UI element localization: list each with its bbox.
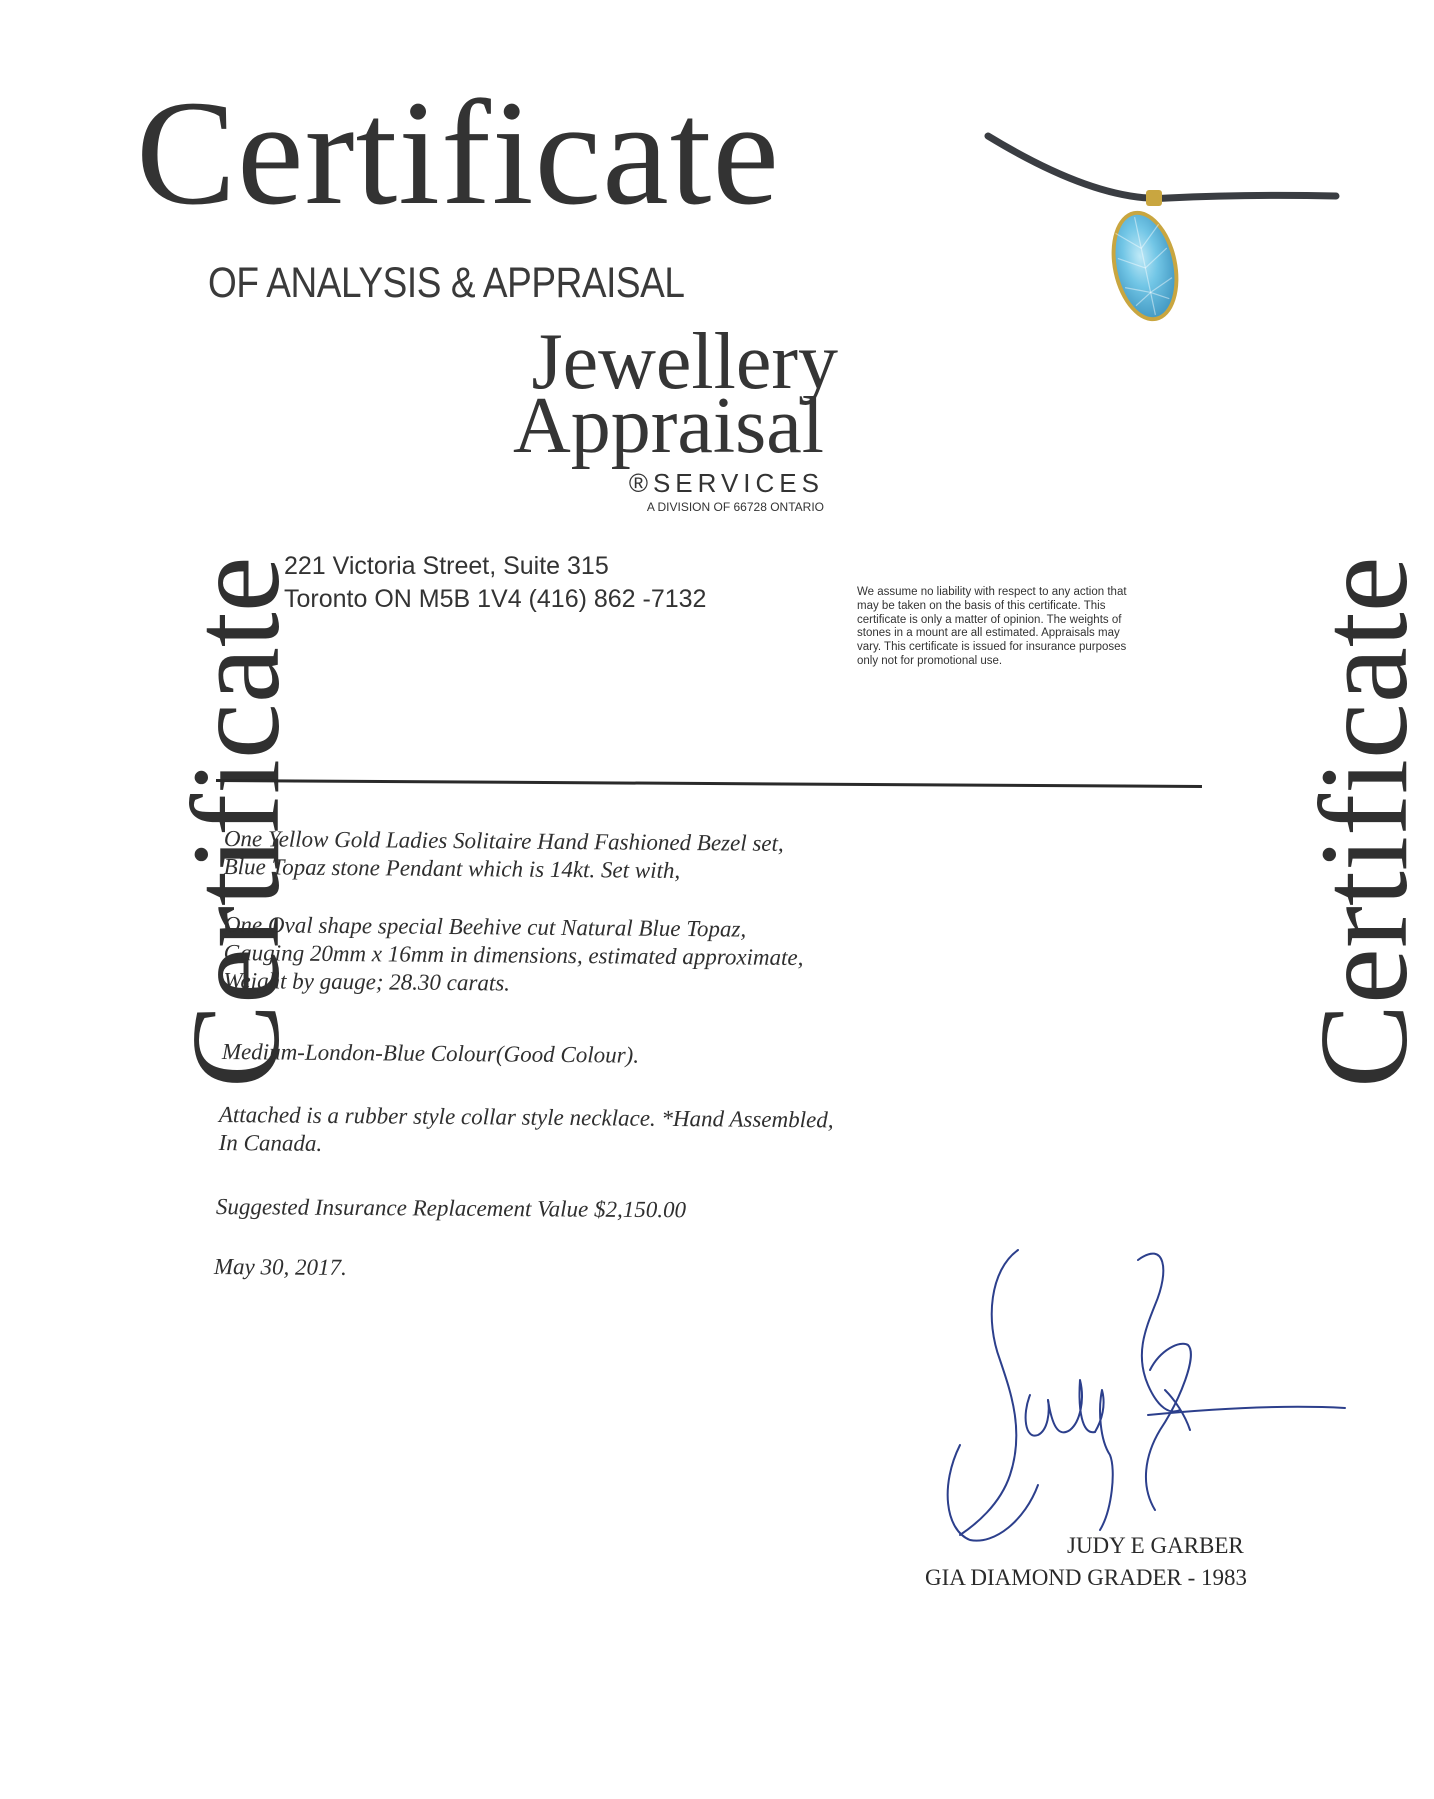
signer-title: GIA DIAMOND GRADER - 1983 xyxy=(925,1565,1247,1590)
logo-line-services: ®SERVICES xyxy=(628,468,824,498)
description-line: Weight by gauge; 28.30 carats. xyxy=(223,967,511,996)
logo-line-jewellery: Jewellery xyxy=(531,318,838,406)
description-line: Blue Topaz stone Pendant which is 14kt. Set with, xyxy=(223,853,681,883)
description-line: Gauging 20mm x 16mm in dimensions, estimated approximate, xyxy=(223,939,804,971)
certificate-title: Certificate xyxy=(136,70,780,236)
stone-colour: Medium-London-Blue Colour(Good Colour). xyxy=(221,1039,640,1068)
signer-name: JUDY E GARBER xyxy=(1067,1533,1244,1558)
necklace-note xyxy=(219,1101,834,1162)
certificate-side-right: Certificate xyxy=(1295,556,1434,1088)
certificate-subtitle: OF ANALYSIS & APPRAISAL xyxy=(208,259,685,307)
description-line: Attached is a rubber style collar style necklace. *Hand Assembled, xyxy=(218,1102,834,1133)
description-line: In Canada. xyxy=(218,1129,323,1156)
divider-rule xyxy=(216,779,1202,788)
certificate-side-left: Certificate xyxy=(167,556,306,1088)
liability-disclaimer: We assume no liability with respect to any action that may be taken on the basis of this certificate. This certificate is only a matter of opinion. The weights of stones in a mount are all estimated. Appraisals may vary. This certificate is issued for insurance purposes only not for promotional use. xyxy=(857,586,1127,667)
blue-topaz-pendant-image xyxy=(978,118,1338,368)
description-line: One Yellow Gold Ladies Solitaire Hand Fashioned Bezel set, xyxy=(223,825,784,856)
address-line-city-phone: Toronto ON M5B 1V4 (416) 862 -7132 xyxy=(284,585,707,613)
address-line-street: 221 Victoria Street, Suite 315 xyxy=(284,552,609,580)
stone-description xyxy=(223,911,804,1000)
logo-line-division: A DIVISION OF 66728 ONTARIO xyxy=(646,500,824,514)
description-line: One Oval shape special Beehive cut Natural Blue Topaz, xyxy=(223,911,747,942)
insurance-value: Suggested Insurance Replacement Value $2,150.00 xyxy=(215,1194,687,1223)
handwritten-signature xyxy=(930,1240,1350,1580)
logo-line-appraisal: Appraisal xyxy=(512,382,824,470)
item-description xyxy=(224,825,784,886)
appraisal-date: May 30, 2017. xyxy=(213,1254,347,1280)
